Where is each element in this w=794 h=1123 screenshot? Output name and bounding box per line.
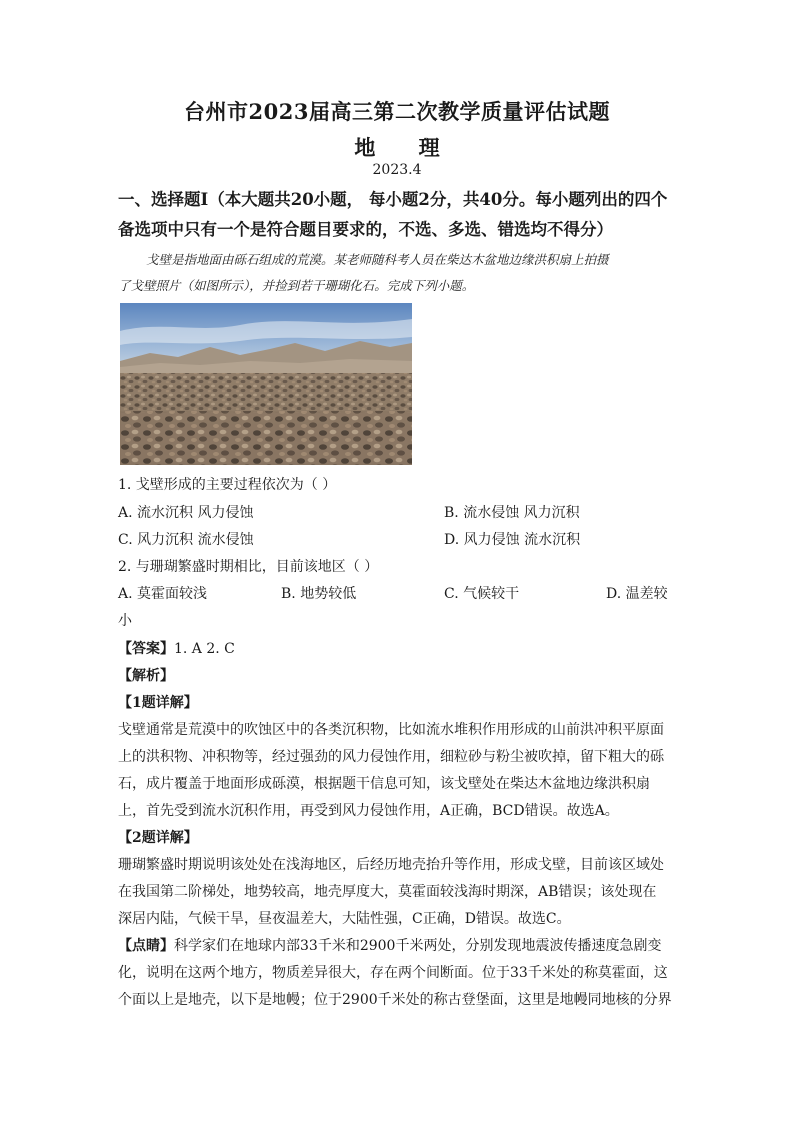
q2-option-d-wrap: 小 xyxy=(118,613,132,629)
q2-stem: 2. 与珊瑚繁盛时期相比，目前该地区（ ） xyxy=(118,559,379,575)
detail1-line: 石，成片覆盖于地面形成砾漠，根据题干信息可知，该戈壁处在柴达木盆地边缘洪积扇 xyxy=(118,776,650,792)
exam-title: 台州市2023届高三第二次教学质量评估试题 xyxy=(184,99,610,124)
section-heading-line2: 备选项中只有一个是符合题目要求的，不选、多选、错选均不得分） xyxy=(118,220,613,239)
detail1-label: 【1题详解】 xyxy=(118,695,198,711)
q1-option-c[interactable]: C. 风力沉积 流水侵蚀 xyxy=(118,532,254,548)
q2-option-d[interactable]: D. 温差较 xyxy=(606,586,668,602)
q1-option-d[interactable]: D. 风力侵蚀 流水沉积 xyxy=(444,532,581,548)
exam-date: 2023.4 xyxy=(372,162,422,178)
intro-line1: 戈壁是指地面由砾石组成的荒漠。某老师随科考人员在柴达木盆地边缘洪积扇上拍摄 xyxy=(146,252,609,267)
detail2-line: 珊瑚繁盛时期说明该处处在浅海地区，后经历地壳抬升等作用，形成戈壁，目前该区域处 xyxy=(118,857,664,873)
tip-line xyxy=(118,935,661,955)
detail1-line: 上的洪积物、冲积物等，经过强劲的风力侵蚀作用，细粒砂与粉尘被吹掉，留下粗大的砾 xyxy=(118,749,664,765)
answer-text: 1. A 2. C xyxy=(174,641,235,657)
subject-title: 地 理 xyxy=(354,135,458,160)
gobi-photo-image xyxy=(120,303,412,465)
detail1-line: 戈壁通常是荒漠中的吹蚀区中的各类沉积物，比如流水堆积作用形成的山前洪冲积平原面 xyxy=(118,722,664,738)
detail2-line: 深居内陆，气候干旱，昼夜温差大，大陆性强，C正确，D错误。故选C。 xyxy=(118,911,571,927)
q1-stem: 1. 戈壁形成的主要过程依次为（ ） xyxy=(118,477,337,493)
q2-option-b[interactable]: B. 地势较低 xyxy=(281,586,357,602)
analysis-label: 【解析】 xyxy=(118,668,174,684)
q1-option-a[interactable]: A. 流水沉积 风力侵蚀 xyxy=(118,505,254,521)
tip-label: 【点睛】 xyxy=(118,938,174,954)
answer-label: 【答案】 xyxy=(118,641,174,657)
detail2-line: 在我国第二阶梯处，地势较高，地壳厚度大，莫霍面较浅海时期深，AB错误；该处现在 xyxy=(118,884,657,900)
gobi-photo xyxy=(120,303,412,465)
q2-option-a[interactable]: A. 莫霍面较浅 xyxy=(118,586,208,602)
tip-line: 化，说明在这两个地方，物质差异很大，存在两个间断面。位于33千米处的称莫霍面，这 xyxy=(118,965,668,981)
section-heading-line1: 一、选择题Ⅰ（本大题共20小题， 每小题2分，共40分。每小题列出的四个 xyxy=(118,190,668,209)
intro-line2: 了戈壁照片（如图所示），并捡到若干珊瑚化石。完成下列小题。 xyxy=(118,278,475,293)
q1-option-b[interactable]: B. 流水侵蚀 风力沉积 xyxy=(444,505,580,521)
detail1-line: 上，首先受到流水沉积作用，再受到风力侵蚀作用，A正确，BCD错误。故选A。 xyxy=(118,803,619,819)
detail2-label: 【2题详解】 xyxy=(118,830,198,846)
tip-first-line: 科学家们在地球内部33千米和2900千米两处，分别发现地震波传播速度急剧变 xyxy=(174,938,662,954)
q2-option-c[interactable]: C. 气候较干 xyxy=(444,586,520,602)
tip-line: 个面以上是地壳，以下是地幔；位于2900千米处的称古登堡面，这里是地幔同地核的分界 xyxy=(118,992,672,1008)
answer-line xyxy=(118,638,235,658)
